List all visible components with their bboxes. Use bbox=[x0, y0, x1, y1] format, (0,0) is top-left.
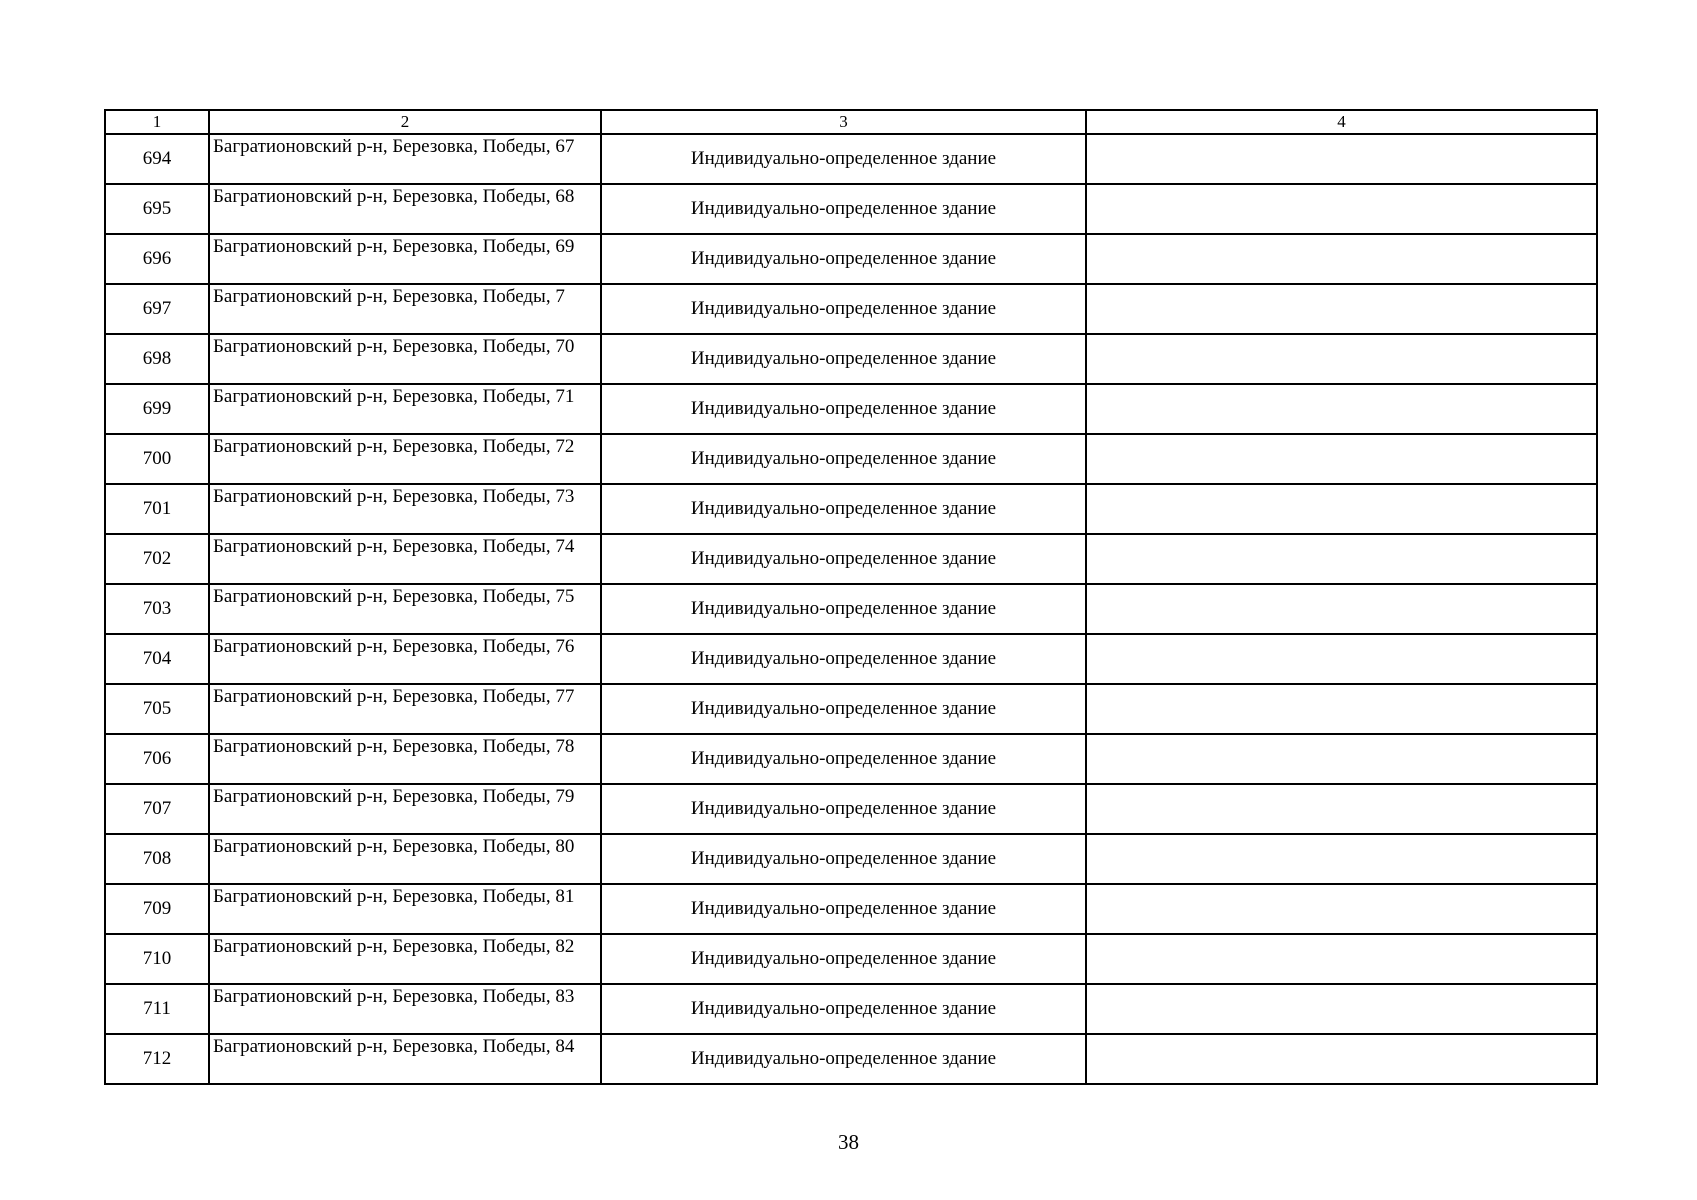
address-cell: Багратионовский р-н, Березовка, Победы, 81 bbox=[209, 884, 601, 934]
note-cell bbox=[1086, 334, 1597, 384]
object-type-cell: Индивидуально-определенное здание bbox=[601, 684, 1086, 734]
row-number-cell: 698 bbox=[105, 334, 209, 384]
table-row bbox=[105, 234, 1597, 284]
note-cell bbox=[1086, 534, 1597, 584]
note-cell bbox=[1086, 834, 1597, 884]
address-cell: Багратионовский р-н, Березовка, Победы, 69 bbox=[209, 234, 601, 284]
table-row bbox=[105, 1034, 1597, 1084]
address-cell: Багратионовский р-н, Березовка, Победы, 67 bbox=[209, 134, 601, 184]
row-number-cell: 710 bbox=[105, 934, 209, 984]
object-type-cell: Индивидуально-определенное здание bbox=[601, 484, 1086, 534]
table-row bbox=[105, 584, 1597, 634]
address-cell: Багратионовский р-н, Березовка, Победы, 79 bbox=[209, 784, 601, 834]
table-row bbox=[105, 434, 1597, 484]
table-header bbox=[105, 110, 1597, 134]
note-cell bbox=[1086, 434, 1597, 484]
object-type-cell: Индивидуально-определенное здание bbox=[601, 634, 1086, 684]
address-cell: Багратионовский р-н, Березовка, Победы, 70 bbox=[209, 334, 601, 384]
table-row bbox=[105, 934, 1597, 984]
row-number-cell: 707 bbox=[105, 784, 209, 834]
row-number-cell: 712 bbox=[105, 1034, 209, 1084]
row-number-cell: 696 bbox=[105, 234, 209, 284]
page-number: 38 bbox=[838, 1130, 859, 1154]
table-row bbox=[105, 734, 1597, 784]
object-type-cell: Индивидуально-определенное здание bbox=[601, 884, 1086, 934]
note-cell bbox=[1086, 934, 1597, 984]
table-row bbox=[105, 984, 1597, 1034]
address-cell: Багратионовский р-н, Березовка, Победы, 82 bbox=[209, 934, 601, 984]
table-row bbox=[105, 134, 1597, 184]
object-type-cell: Индивидуально-определенное здание bbox=[601, 184, 1086, 234]
address-cell: Багратионовский р-н, Березовка, Победы, 75 bbox=[209, 584, 601, 634]
table-row bbox=[105, 284, 1597, 334]
object-type-cell: Индивидуально-определенное здание bbox=[601, 334, 1086, 384]
table-row bbox=[105, 534, 1597, 584]
row-number-cell: 708 bbox=[105, 834, 209, 884]
row-number-cell: 701 bbox=[105, 484, 209, 534]
note-cell bbox=[1086, 984, 1597, 1034]
address-cell: Багратионовский р-н, Березовка, Победы, 73 bbox=[209, 484, 601, 534]
address-cell: Багратионовский р-н, Березовка, Победы, 7 bbox=[209, 284, 601, 334]
address-cell: Багратионовский р-н, Березовка, Победы, 74 bbox=[209, 534, 601, 584]
object-type-cell: Индивидуально-определенное здание bbox=[601, 784, 1086, 834]
object-type-cell: Индивидуально-определенное здание bbox=[601, 584, 1086, 634]
table-row bbox=[105, 384, 1597, 434]
address-cell: Багратионовский р-н, Березовка, Победы, 68 bbox=[209, 184, 601, 234]
table-row bbox=[105, 784, 1597, 834]
address-cell: Багратионовский р-н, Березовка, Победы, 83 bbox=[209, 984, 601, 1034]
note-cell bbox=[1086, 884, 1597, 934]
row-number-cell: 711 bbox=[105, 984, 209, 1034]
object-type-cell: Индивидуально-определенное здание bbox=[601, 384, 1086, 434]
address-cell: Багратионовский р-н, Березовка, Победы, 80 bbox=[209, 834, 601, 884]
table-row bbox=[105, 834, 1597, 884]
row-number-cell: 706 bbox=[105, 734, 209, 784]
table-row bbox=[105, 484, 1597, 534]
header-row bbox=[105, 110, 1597, 134]
note-cell bbox=[1086, 1034, 1597, 1084]
table-row bbox=[105, 884, 1597, 934]
note-cell bbox=[1086, 634, 1597, 684]
property-table bbox=[104, 109, 1598, 1085]
note-cell bbox=[1086, 784, 1597, 834]
header-col-2: 2 bbox=[209, 110, 601, 134]
header-col-1: 1 bbox=[105, 110, 209, 134]
object-type-cell: Индивидуально-определенное здание bbox=[601, 1034, 1086, 1084]
object-type-cell: Индивидуально-определенное здание bbox=[601, 134, 1086, 184]
address-cell: Багратионовский р-н, Березовка, Победы, 77 bbox=[209, 684, 601, 734]
note-cell bbox=[1086, 284, 1597, 334]
object-type-cell: Индивидуально-определенное здание bbox=[601, 934, 1086, 984]
table-row bbox=[105, 184, 1597, 234]
note-cell bbox=[1086, 234, 1597, 284]
table-row bbox=[105, 334, 1597, 384]
address-cell: Багратионовский р-н, Березовка, Победы, 71 bbox=[209, 384, 601, 434]
row-number-cell: 697 bbox=[105, 284, 209, 334]
table-row bbox=[105, 634, 1597, 684]
object-type-cell: Индивидуально-определенное здание bbox=[601, 284, 1086, 334]
object-type-cell: Индивидуально-определенное здание bbox=[601, 434, 1086, 484]
note-cell bbox=[1086, 184, 1597, 234]
address-cell: Багратионовский р-н, Березовка, Победы, 76 bbox=[209, 634, 601, 684]
object-type-cell: Индивидуально-определенное здание bbox=[601, 734, 1086, 784]
row-number-cell: 703 bbox=[105, 584, 209, 634]
row-number-cell: 695 bbox=[105, 184, 209, 234]
note-cell bbox=[1086, 484, 1597, 534]
row-number-cell: 702 bbox=[105, 534, 209, 584]
table-row bbox=[105, 684, 1597, 734]
object-type-cell: Индивидуально-определенное здание bbox=[601, 534, 1086, 584]
note-cell bbox=[1086, 684, 1597, 734]
object-type-cell: Индивидуально-определенное здание bbox=[601, 984, 1086, 1034]
note-cell bbox=[1086, 734, 1597, 784]
row-number-cell: 709 bbox=[105, 884, 209, 934]
row-number-cell: 705 bbox=[105, 684, 209, 734]
row-number-cell: 694 bbox=[105, 134, 209, 184]
note-cell bbox=[1086, 134, 1597, 184]
row-number-cell: 699 bbox=[105, 384, 209, 434]
header-col-3: 3 bbox=[601, 110, 1086, 134]
address-cell: Багратионовский р-н, Березовка, Победы, 78 bbox=[209, 734, 601, 784]
table-body bbox=[105, 134, 1597, 1084]
header-col-4: 4 bbox=[1086, 110, 1597, 134]
object-type-cell: Индивидуально-определенное здание bbox=[601, 834, 1086, 884]
note-cell bbox=[1086, 584, 1597, 634]
address-cell: Багратионовский р-н, Березовка, Победы, 72 bbox=[209, 434, 601, 484]
row-number-cell: 700 bbox=[105, 434, 209, 484]
note-cell bbox=[1086, 384, 1597, 434]
address-cell: Багратионовский р-н, Березовка, Победы, 84 bbox=[209, 1034, 601, 1084]
row-number-cell: 704 bbox=[105, 634, 209, 684]
object-type-cell: Индивидуально-определенное здание bbox=[601, 234, 1086, 284]
